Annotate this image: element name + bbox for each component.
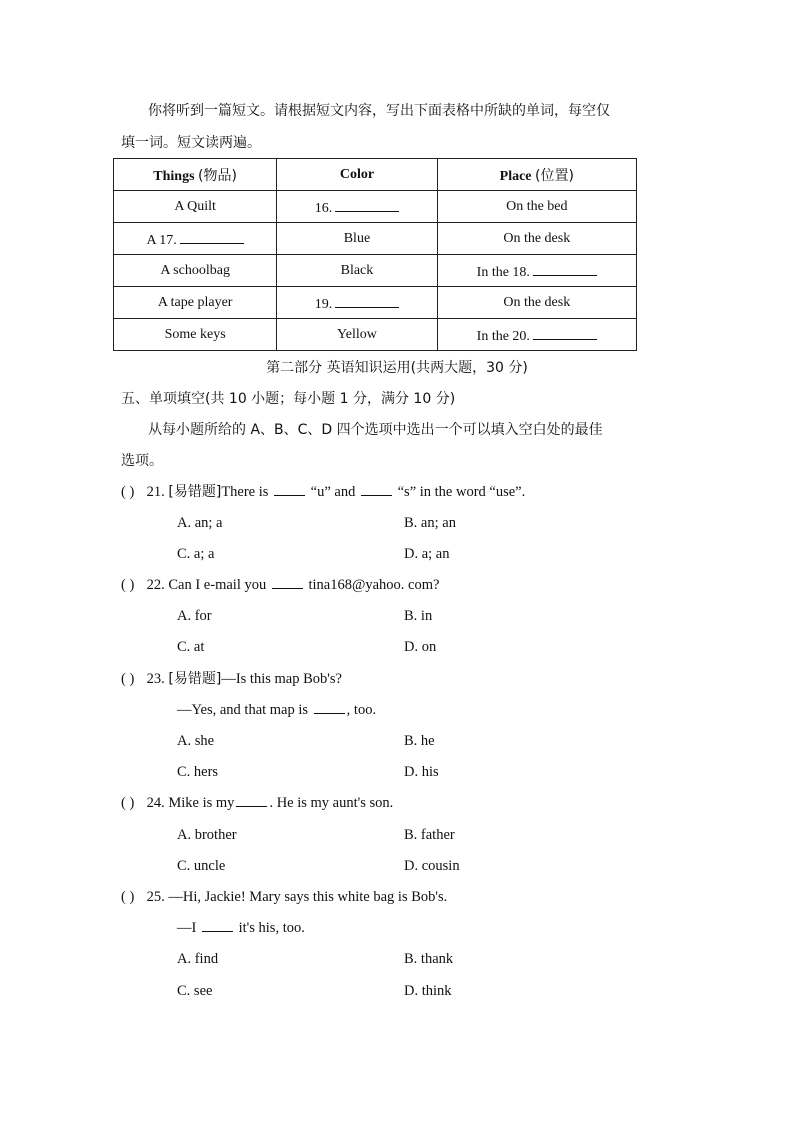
table-header-row bbox=[114, 159, 637, 191]
table-cell-blank: A 17. bbox=[114, 223, 277, 255]
question-blank bbox=[202, 918, 233, 932]
section-five-instruction-1: 从每小题所给的 A、B、C、D 四个选项中选出一个可以填入空白处的最佳 bbox=[148, 422, 603, 438]
option-d[interactable]: D. on bbox=[404, 639, 437, 655]
table-cell: On the bed bbox=[437, 191, 636, 223]
option-b[interactable]: B. father bbox=[404, 827, 455, 843]
table-row bbox=[114, 223, 637, 255]
option-d[interactable]: D. his bbox=[404, 764, 439, 780]
table-cell-blank: 19. bbox=[277, 287, 437, 319]
table-cell-blank: In the 20. bbox=[437, 319, 636, 351]
option-b[interactable]: B. he bbox=[404, 733, 435, 749]
option-c[interactable]: C. at bbox=[177, 639, 205, 655]
option-a[interactable]: A. she bbox=[177, 733, 215, 749]
question-blank bbox=[314, 700, 345, 714]
table-cell: Yellow bbox=[277, 319, 437, 351]
question-24: ( ) 24. Mike is my . He is my aunt's son. bbox=[121, 795, 394, 811]
answer-paren[interactable]: ( ) bbox=[121, 795, 135, 811]
question-blank bbox=[272, 575, 303, 589]
header-place: Place (位置) bbox=[437, 159, 636, 191]
table-row bbox=[114, 191, 637, 223]
section-five-title: 五、单项填空(共 10 小题；每小题 1 分，满分 10 分) bbox=[121, 391, 456, 407]
option-a[interactable]: A. an; a bbox=[177, 515, 223, 531]
option-b[interactable]: B. an; an bbox=[404, 515, 456, 531]
option-d[interactable]: D. think bbox=[404, 983, 452, 999]
question-25: ( ) 25. —Hi, Jackie! Mary says this white bag is Bob's. bbox=[121, 889, 448, 905]
answer-paren[interactable]: ( ) bbox=[121, 577, 135, 593]
intro-line-1: 你将听到一篇短文。请根据短文内容，写出下面表格中所缺的单词，每空仅 bbox=[148, 103, 610, 119]
question-tag: [易错题] bbox=[168, 484, 222, 500]
option-a[interactable]: A. brother bbox=[177, 827, 237, 843]
question-blank bbox=[274, 482, 305, 496]
option-c[interactable]: C. a; a bbox=[177, 546, 215, 562]
table-cell: On the desk bbox=[437, 287, 636, 319]
option-c[interactable]: C. uncle bbox=[177, 858, 226, 874]
table-cell-blank: 16. bbox=[277, 191, 437, 223]
question-23: ( ) 23. [易错题]—Is this map Bob's? bbox=[121, 671, 342, 687]
question-22: ( ) 22. Can I e-mail you tina168@yahoo. com? bbox=[121, 577, 440, 593]
question-21: ( ) 21. [易错题]There is “u” and “s” in the word “use”. bbox=[121, 484, 526, 500]
option-d[interactable]: D. cousin bbox=[404, 858, 460, 874]
question-tag: [易错题] bbox=[168, 671, 222, 687]
option-c[interactable]: C. hers bbox=[177, 764, 219, 780]
header-color: Color bbox=[277, 159, 437, 191]
table-cell: On the desk bbox=[437, 223, 636, 255]
table-cell: A tape player bbox=[114, 287, 277, 319]
option-b[interactable]: B. thank bbox=[404, 951, 454, 967]
question-blank bbox=[236, 793, 267, 807]
answer-blank-16[interactable] bbox=[335, 197, 399, 212]
option-a[interactable]: A. find bbox=[177, 951, 219, 967]
table-cell: A schoolbag bbox=[114, 255, 277, 287]
section-five-instruction-2: 选项。 bbox=[121, 453, 163, 469]
intro-line-2: 填一词。短文读两遍。 bbox=[121, 135, 261, 151]
table-cell: Some keys bbox=[114, 319, 277, 351]
option-c[interactable]: C. see bbox=[177, 983, 213, 999]
part-two-title: 第二部分 英语知识运用(共两大题，30 分) bbox=[266, 360, 528, 376]
listening-table bbox=[113, 158, 637, 351]
answer-paren[interactable]: ( ) bbox=[121, 484, 135, 500]
answer-blank-19[interactable] bbox=[335, 293, 399, 308]
answer-blank-20[interactable] bbox=[533, 325, 597, 340]
option-b[interactable]: B. in bbox=[404, 608, 433, 624]
table-row bbox=[114, 287, 637, 319]
table-cell: Blue bbox=[277, 223, 437, 255]
answer-blank-18[interactable] bbox=[533, 261, 597, 276]
question-blank bbox=[361, 482, 392, 496]
answer-blank-17[interactable] bbox=[180, 229, 244, 244]
question-23-line-2: —Yes, and that map is , too. bbox=[177, 702, 377, 718]
table-cell-blank: In the 18. bbox=[437, 255, 636, 287]
answer-paren[interactable]: ( ) bbox=[121, 889, 135, 905]
option-d[interactable]: D. a; an bbox=[404, 546, 450, 562]
table-row bbox=[114, 255, 637, 287]
question-25-line-2: —I it's his, too. bbox=[177, 920, 305, 936]
option-a[interactable]: A. for bbox=[177, 608, 212, 624]
table-row bbox=[114, 319, 637, 351]
header-things: Things (物品) bbox=[114, 159, 277, 191]
table-cell: A Quilt bbox=[114, 191, 277, 223]
answer-paren[interactable]: ( ) bbox=[121, 671, 135, 687]
table-cell: Black bbox=[277, 255, 437, 287]
